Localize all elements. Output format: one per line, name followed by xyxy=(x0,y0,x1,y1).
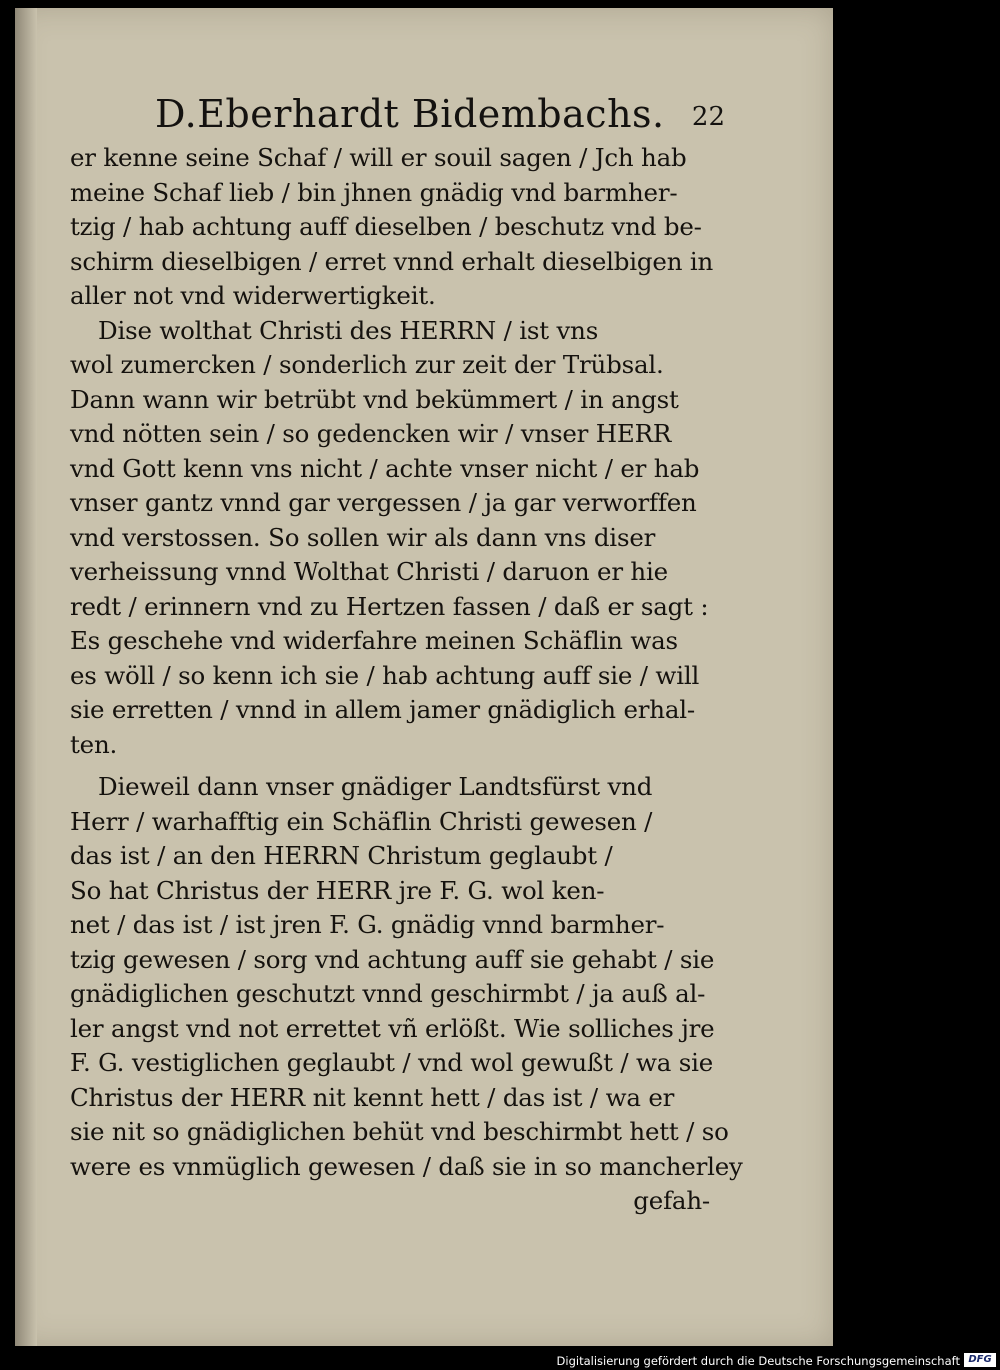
text-line: sie erretten / vnnd in allem jamer gnädiglich erhal- xyxy=(70,695,695,724)
text-line: schirm dieselbigen / erret vnnd erhalt dieselbigen in xyxy=(70,246,714,276)
text-line: aller not vnd widerwertigkeit. xyxy=(70,281,436,310)
text-line: vnser gantz vnnd gar vergessen / ja gar verworffen xyxy=(70,488,697,517)
text-line: gnädiglichen geschutzt vnnd geschirmbt / ja auß al- xyxy=(70,979,706,1008)
running-head xyxy=(145,92,725,146)
book-page xyxy=(15,8,833,1346)
text-line: net / das ist / ist jren F. G. gnädig vnnd barmher- xyxy=(70,910,665,939)
text-line: Dise wolthat Christi des HERRN / ist vns xyxy=(98,315,599,345)
text-line: er kenne seine Schaf / will er souil sagen / Jch hab xyxy=(70,143,687,172)
funding-credit: Digitalisierung gefördert durch die Deutsche Forschungsgemeinschaft xyxy=(556,1354,960,1368)
text-line: wol zumercken / sonderlich zur zeit der Trübsal. xyxy=(70,350,664,379)
text-line: vnd nötten sein / so gedencken wir / vnser HERR xyxy=(70,419,672,448)
text-line: Christus der HERR nit kennt hett / das ist / wa er xyxy=(70,1082,675,1112)
text-line: sie nit so gnädiglichen behüt vnd beschirmbt hett / so xyxy=(70,1117,729,1146)
text-line: Dann wann wir betrübt vnd bekümmert / in angst xyxy=(70,384,679,414)
text-line: vnd Gott kenn vns nicht / achte vnser nicht / er hab xyxy=(70,453,700,483)
dfg-logo-icon: DFG xyxy=(964,1353,996,1367)
text-line: meine Schaf lieb / bin jhnen gnädig vnd barmher- xyxy=(70,177,678,207)
text-line: redt / erinnern vnd zu Hertzen fassen / daß er sagt : xyxy=(70,591,709,621)
text-line: ler angst vnd not errettet vñ erlößt. Wie solliches jre xyxy=(70,1013,715,1043)
text-line: So hat Christus der HERR jre F. G. wol ken- xyxy=(70,875,605,905)
page-number: 22 xyxy=(691,102,725,132)
catchword: gefah- xyxy=(633,1186,710,1215)
text-line: Herr / warhafftig ein Schäflin Christi gewesen / xyxy=(70,806,653,836)
text-line: Es geschehe vnd widerfahre meinen Schäflin was xyxy=(70,626,678,655)
footer-bar xyxy=(0,1352,1000,1370)
text-line: tzig / hab achtung auff dieselben / beschutz vnd be- xyxy=(70,212,702,241)
text-line: es wöll / so kenn ich sie / hab achtung auff sie / will xyxy=(70,660,700,690)
text-line: ten. xyxy=(70,729,118,759)
running-head-title: D.Eberhardt Bidembachs. xyxy=(155,92,665,136)
text-line: das ist / an den HERRN Christum geglaubt / xyxy=(70,841,613,870)
text-line: F. G. vestiglichen geglaubt / vnd wol gewußt / wa sie xyxy=(70,1048,714,1077)
page-gutter xyxy=(15,8,37,1346)
text-line: vnd verstossen. So sollen wir als dann vns diser xyxy=(70,522,656,552)
text-line: verheissung vnnd Wolthat Christi / daruon er hie xyxy=(70,557,668,586)
text-line: tzig gewesen / sorg vnd achtung auff sie gehabt / sie xyxy=(70,944,715,974)
text-line: Dieweil dann vnser gnädiger Landtsfürst vnd xyxy=(98,772,653,801)
text-line: were es vnmüglich gewesen / daß sie in so mancherley xyxy=(70,1151,743,1181)
text-block xyxy=(70,141,743,1219)
